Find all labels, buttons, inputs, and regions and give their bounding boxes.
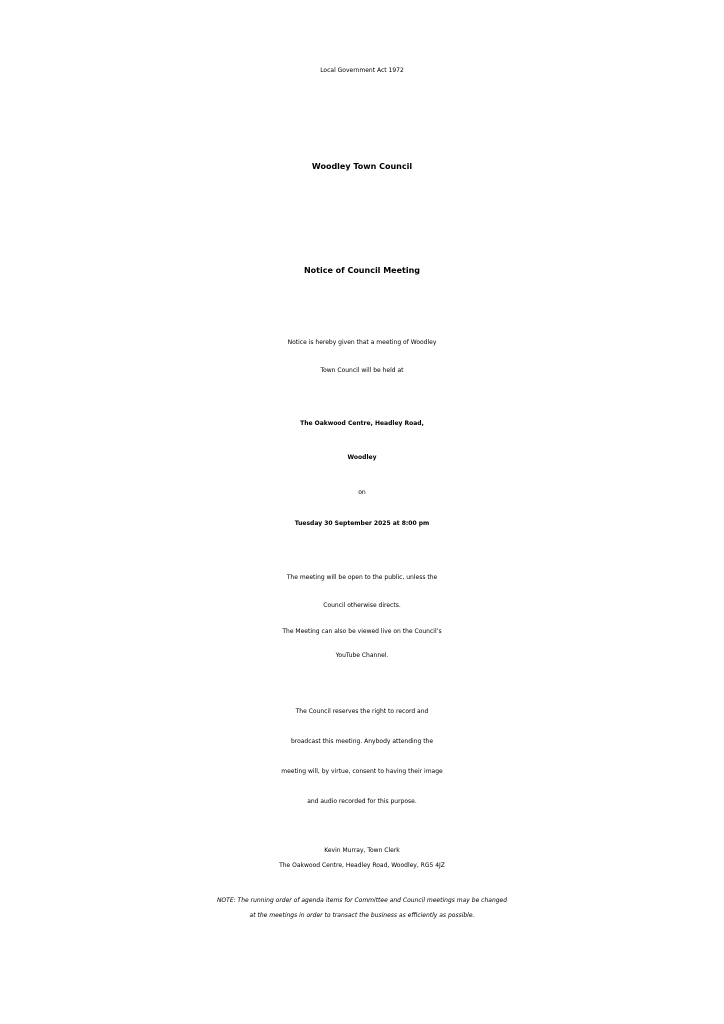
youtube-line: YouTube Channel. xyxy=(335,652,389,659)
venue-line: Woodley xyxy=(347,454,377,461)
clerk-signature xyxy=(0,843,724,873)
public-access-line: Council otherwise directs. xyxy=(323,602,401,609)
public-access-line: The meeting will be open to the public, unless the xyxy=(286,574,438,581)
recording-line: broadcast this meeting. Anybody attending the xyxy=(290,738,434,745)
venue xyxy=(0,407,724,475)
on-word: on xyxy=(358,489,366,496)
act-heading: Local Government Act 1972 xyxy=(320,67,404,74)
clerk-address: The Oakwood Centre, Headley Road, Woodley, RG5 4JZ xyxy=(279,862,445,869)
public-access-paragraph xyxy=(0,564,724,620)
recording-paragraph xyxy=(0,697,724,817)
youtube-line: The Meeting can also be viewed live on the Council’s xyxy=(282,628,442,635)
recording-line: meeting will, by virtue, consent to having their image xyxy=(281,768,443,775)
youtube-paragraph xyxy=(0,620,724,668)
notice-title: Notice of Council Meeting xyxy=(303,266,421,275)
note-line: at the meetings in order to transact the business as efficiently as possible. xyxy=(249,912,475,919)
agenda-note xyxy=(0,893,724,923)
note-line: NOTE: The running order of agenda items for Committee and Council meetings may be changed xyxy=(216,897,508,904)
council-name-title: Woodley Town Council xyxy=(311,162,413,171)
intro-paragraph xyxy=(0,329,724,385)
venue-line: The Oakwood Centre, Headley Road, xyxy=(300,420,424,427)
recording-line: The Council reserves the right to record and xyxy=(295,708,429,715)
clerk-name: Kevin Murray, Town Clerk xyxy=(324,847,400,854)
intro-line: Town Council will be held at xyxy=(320,367,404,374)
recording-line: and audio recorded for this purpose. xyxy=(307,798,417,805)
meeting-date-time: Tuesday 30 September 2025 at 8:00 pm xyxy=(294,520,430,527)
intro-line: Notice is hereby given that a meeting of Woodley xyxy=(287,339,437,346)
